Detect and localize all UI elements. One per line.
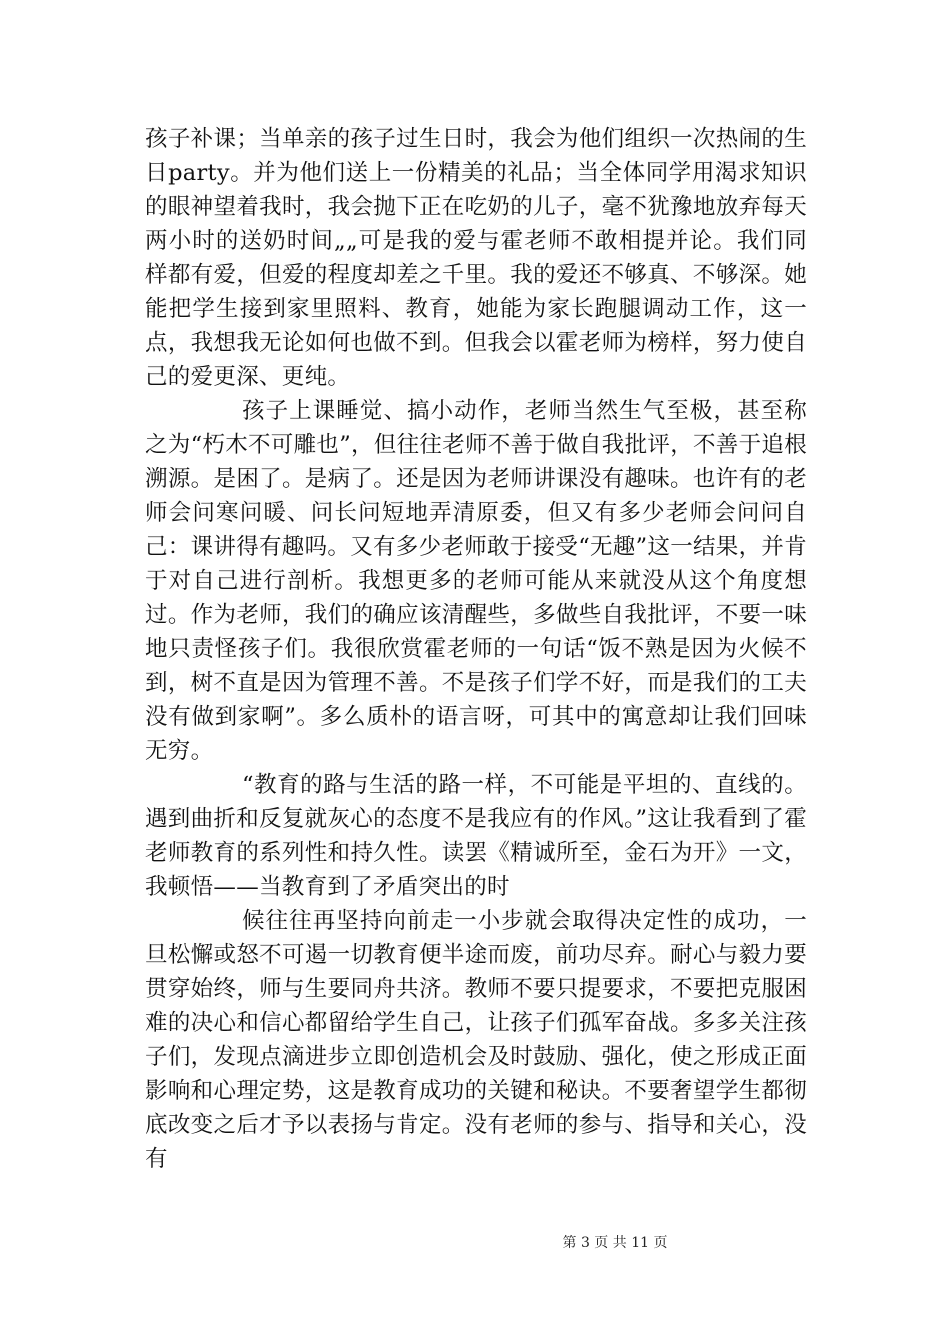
paragraph: 孩子上课睡觉、搞小动作，老师当然生气至极，甚至称之为“朽木不可雕也”，但往往老师不善于做自我批评，不善于追根溯源。是困了。是病了。还是因为老师讲课没有趣味。也许有的老师会问寒问暖、问长问短地弄清原委，但又有多少老师会问问自己：课讲得有趣吗。又有多少老师敢于接受“无趣”这一结果，并肯于对自己进行剖析。我想更多的老师可能从来就没从这个角度想过。作为老师，我们的确应该清醒些，多做些自我批评，不要一味地只责怪孩子们。我很欣赏霍老师的一句话“饭不熟是因为火候不到，树不直是因为管理不善。不是孩子们学不好，而是我们的工夫没有做到家啊”。多么质朴的语言呀，可其中的寓意却让我们回味无穷。: [145, 398, 808, 764]
paragraph: “教育的路与生活的路一样，不可能是平坦的、直线的。遇到曲折和反复就灰心的态度不是我应有的作风。”这让我看到了霍老师教育的系列性和持久性。读罢《精诚所至，金石为开》一文，我顿悟——当教育到了矛盾突出的时: [145, 772, 807, 900]
page-number-footer: 第 3 页 共 11 页: [562, 1235, 668, 1251]
paragraph: 候往往再坚持向前走一小步就会取得决定性的成功，一旦松懈或怒不可遏一切教育便半途而废，前功尽弃。耐心与毅力要贯穿始终，师与生要同舟共济。教师不要只提要求，不要把克服困难的决心和信心都留给学生自己，让孩子们孤军奋战。多多关注孩子们，发现点滴进步立即创造机会及时鼓励、强化，使之形成正面影响和心理定势，这是教育成功的关键和秘诀。不要奢望学生都彻底改变之后才予以表扬与肯定。没有老师的参与、指导和关心，没有: [145, 908, 807, 1172]
document-body: [145, 122, 807, 1176]
paragraph: 孩子补课；当单亲的孩子过生日时，我会为他们组织一次热闹的生日party。并为他们送上一份精美的礼品；当全体同学用渴求知识的眼神望着我时，我会抛下正在吃奶的儿子，毫不犹豫地放弃每天两小时的送奶时间„„可是我的爱与霍老师不敢相提并论。我们同样都有爱，但爱的程度却差之千里。我的爱还不够真、不够深。她能把学生接到家里照料、教育，她能为家长跑腿调动工作，这一点，我想我无论如何也做不到。但我会以霍老师为榜样，努力使自己的爱更深、更纯。: [145, 126, 807, 390]
